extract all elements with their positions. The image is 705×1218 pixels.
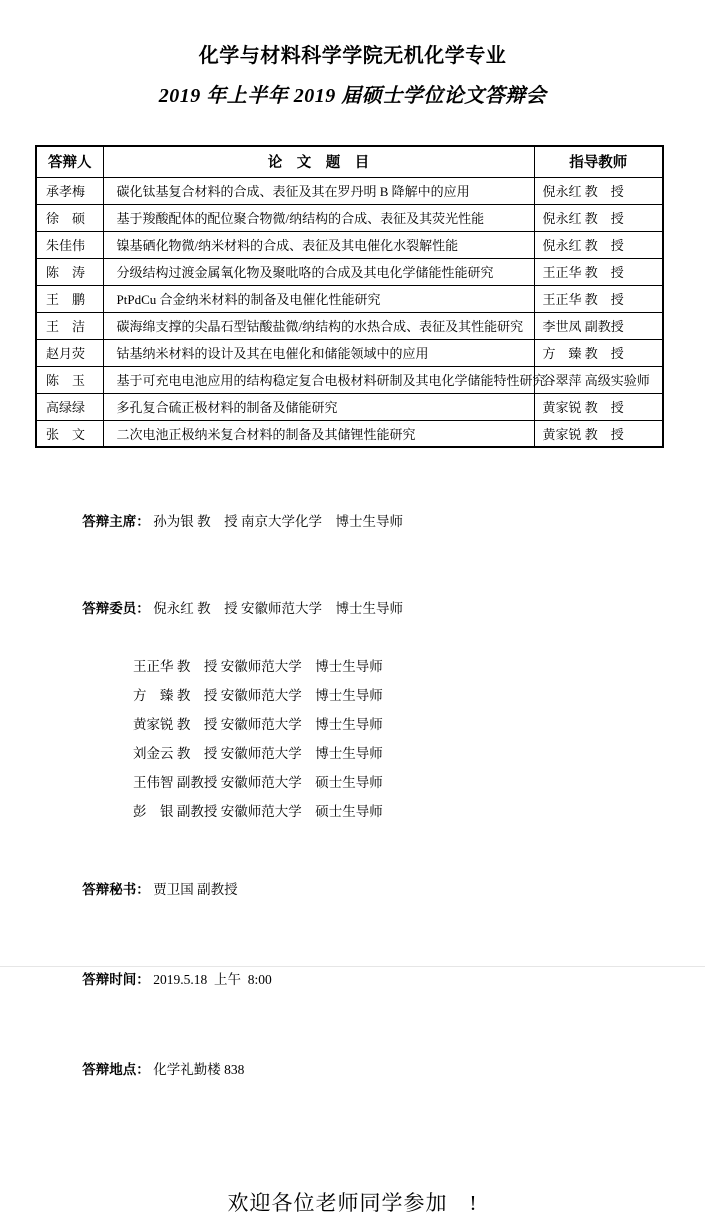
defender-name-cell: 承孝梅 bbox=[36, 177, 103, 204]
committee-member: 倪永红 教 授 安徽师范大学 博士生导师 bbox=[153, 601, 403, 616]
thesis-title-cell: 碳海绵支撑的尖晶石型钴酸盐微/纳结构的水热合成、表征及其性能研究 bbox=[103, 312, 534, 339]
defender-name-cell: 徐 硕 bbox=[36, 204, 103, 231]
advisor-cell: 倪永红 教 授 bbox=[534, 204, 663, 231]
committee-member: 黄家锐 教 授 安徽师范大学 博士生导师 bbox=[133, 717, 383, 732]
thesis-title-cell: 碳化钛基复合材料的合成、表征及其在罗丹明 B 降解中的应用 bbox=[103, 177, 534, 204]
table-row bbox=[36, 231, 663, 258]
advisor-cell: 方 臻 教 授 bbox=[534, 339, 663, 366]
closing-welcome-text: 欢迎各位老师同学参加 ! bbox=[227, 1191, 478, 1215]
advisor-cell: 王正华 教 授 bbox=[534, 258, 663, 285]
page-subtitle: 2019 年上半年 2019 届硕士学位论文答辩会 bbox=[158, 85, 547, 107]
committee-member: 王伟智 副教授 安徽师范大学 硕士生导师 bbox=[133, 775, 383, 790]
table-row bbox=[36, 339, 663, 366]
time-value: 2019.5.18 上午 8:00 bbox=[153, 972, 272, 987]
committee-member: 王正华 教 授 安徽师范大学 博士生导师 bbox=[133, 659, 383, 674]
defender-name-cell: 陈 玉 bbox=[36, 366, 103, 393]
committee-line bbox=[62, 565, 705, 652]
committee-member: 彭 银 副教授 安徽师范大学 硕士生导师 bbox=[133, 804, 383, 819]
committee-label: 答辩委员： bbox=[82, 601, 150, 616]
secretary-label: 答辩秘书： bbox=[82, 882, 150, 897]
thesis-title-cell: 分级结构过渡金属氧化物及聚吡咯的合成及其电化学储能性能研究 bbox=[103, 258, 534, 285]
thesis-title-cell: 基于羧酸配体的配位聚合物微/纳结构的合成、表征及其荧光性能 bbox=[103, 204, 534, 231]
time-line bbox=[62, 935, 705, 1025]
committee-member: 方 臻 教 授 安徽师范大学 博士生导师 bbox=[133, 688, 383, 703]
page-title: 化学与材料科学学院无机化学专业 bbox=[198, 45, 507, 67]
thesis-title-cell: PtPdCu 合金纳米材料的制备及电催化性能研究 bbox=[103, 285, 534, 312]
defender-name-cell: 赵月荧 bbox=[36, 339, 103, 366]
table-row bbox=[36, 393, 663, 420]
thesis-defense-table bbox=[35, 145, 664, 448]
location-label: 答辩地点： bbox=[82, 1062, 150, 1077]
table-body bbox=[36, 177, 663, 447]
advisor-cell: 李世凤 副教授 bbox=[534, 312, 663, 339]
advisor-cell: 倪永红 教 授 bbox=[534, 231, 663, 258]
table-row bbox=[36, 312, 663, 339]
advisor-cell: 倪永红 教 授 bbox=[534, 177, 663, 204]
chair-label: 答辩主席： bbox=[82, 514, 150, 529]
thesis-title-cell: 多孔复合硫正极材料的制备及储能研究 bbox=[103, 393, 534, 420]
defender-name-cell: 陈 涛 bbox=[36, 258, 103, 285]
thesis-title-cell: 镍基硒化物微/纳米材料的合成、表征及其电催化水裂解性能 bbox=[103, 231, 534, 258]
thesis-title-cell: 基于可充电电池应用的结构稳定复合电极材料研制及其电化学储能特性研究 bbox=[103, 366, 534, 393]
advisor-cell: 黄家锐 教 授 bbox=[534, 420, 663, 447]
advisor-cell: 王正华 教 授 bbox=[534, 285, 663, 312]
secretary-value: 贾卫国 副教授 bbox=[153, 882, 238, 897]
defender-name-cell: 王 鹏 bbox=[36, 285, 103, 312]
table-row bbox=[36, 258, 663, 285]
table-row bbox=[36, 366, 663, 393]
thesis-title-cell: 二次电池正极纳米复合材料的制备及其储锂性能研究 bbox=[103, 420, 534, 447]
advisor-cell: 谷翠萍 高级实验师 bbox=[534, 366, 663, 393]
thesis-title-cell: 钴基纳米材料的设计及其在电催化和储能领域中的应用 bbox=[103, 339, 534, 366]
defender-name-cell: 高绿绿 bbox=[36, 393, 103, 420]
column-header-defender: 答辩人 bbox=[36, 146, 103, 177]
committee-member: 刘金云 教 授 安徽师范大学 博士生导师 bbox=[133, 746, 383, 761]
defender-name-cell: 朱佳伟 bbox=[36, 231, 103, 258]
advisor-cell: 黄家锐 教 授 bbox=[534, 393, 663, 420]
column-header-thesis-title: 论 文 题 目 bbox=[103, 146, 534, 177]
defender-name-cell: 王 洁 bbox=[36, 312, 103, 339]
location-line bbox=[62, 1025, 705, 1115]
defender-name-cell: 张 文 bbox=[36, 420, 103, 447]
location-value: 化学礼勤楼 838 bbox=[153, 1062, 245, 1077]
committee-members-list bbox=[62, 652, 705, 826]
table-row bbox=[36, 177, 663, 204]
table-header-row bbox=[36, 146, 663, 177]
column-header-advisor: 指导教师 bbox=[534, 146, 663, 177]
meta-section bbox=[62, 845, 705, 1115]
time-label: 答辩时间： bbox=[82, 972, 150, 987]
table-row bbox=[36, 420, 663, 447]
chair-line bbox=[62, 478, 705, 565]
committee-section bbox=[62, 478, 705, 826]
table-row bbox=[36, 204, 663, 231]
chair-value: 孙为银 教 授 南京大学化学 博士生导师 bbox=[153, 514, 403, 529]
table-row bbox=[36, 285, 663, 312]
secretary-line bbox=[62, 845, 705, 935]
